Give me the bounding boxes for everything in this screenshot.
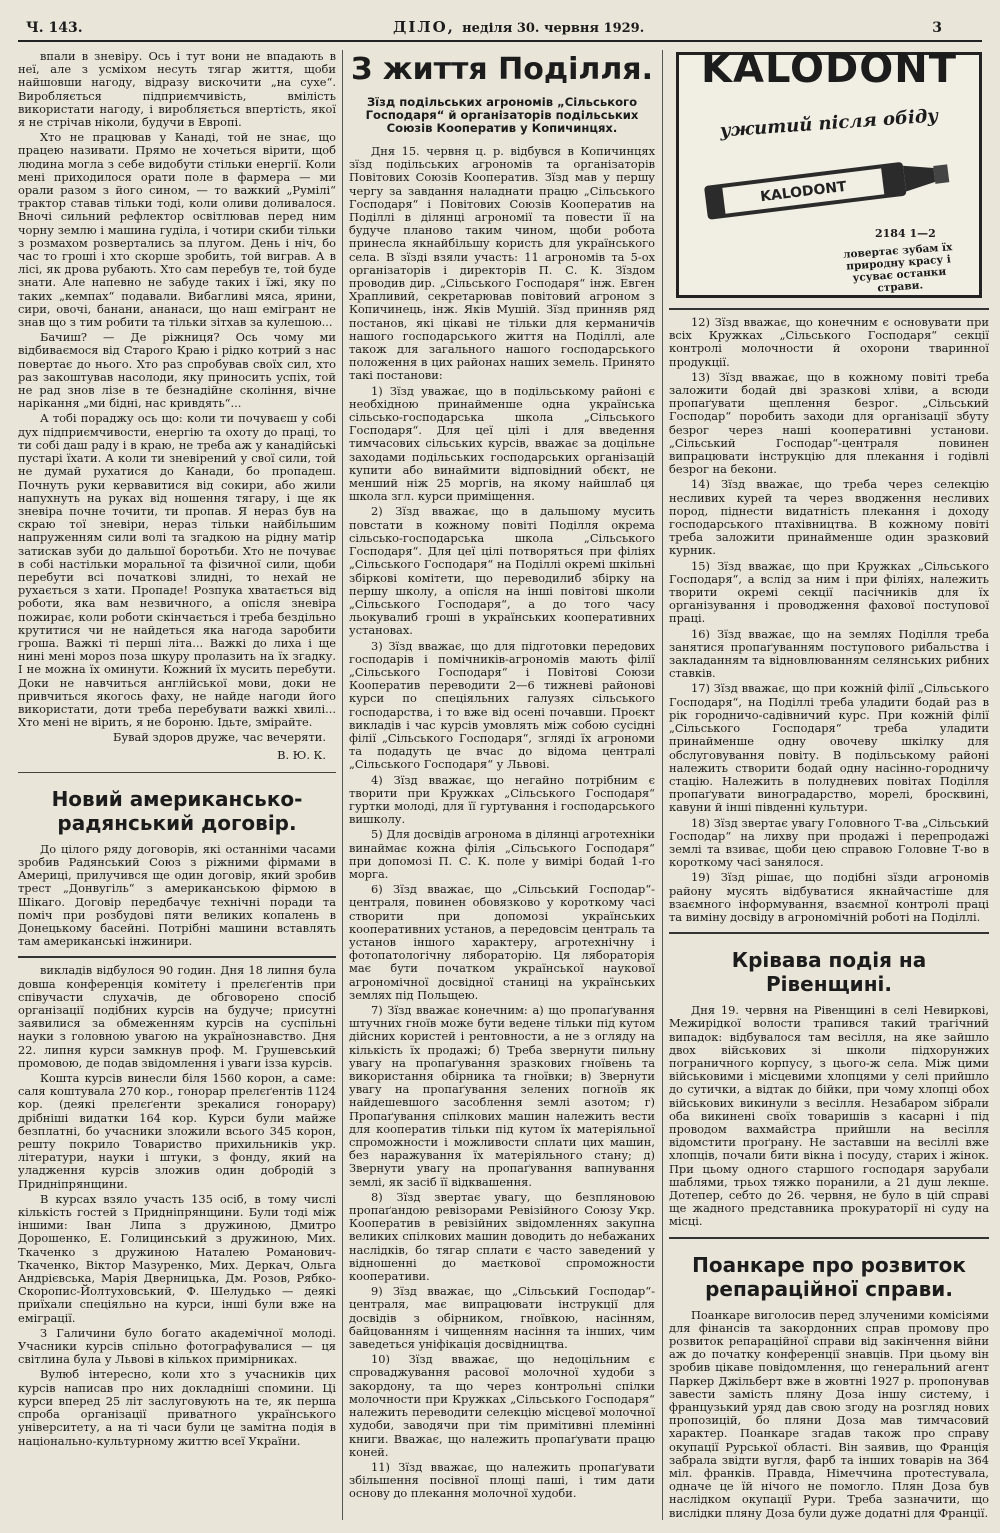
article-title-treaty: Новий американсько-радянський договір. [51,786,303,835]
paragraph: 18) Зїзд звертає увагу Головного Т-ва „Сільський Господар“ на лихву при продажі і перепродажі землі та взиває, щоби цею справою Головне Т-во в короткому часі занялося. [669,815,989,870]
paragraph: 16) Зїзд вважає, що на землях Поділля треба занятися пропаґуванням поступового рибальства і закладанням та відновлюванням селянських рибних ставків. [669,626,989,681]
divider [669,932,989,934]
toothpaste-tube-icon [700,142,955,232]
paragraph: 3) Зїзд вважає, що для підготовки передових господарів і помічників-агрономів мають філії „Сільського Господаря“ і Повітові Союзи Кооператив переводити 2—6 тижневі районові курси по спеціяльних галузях сільського господарства, і то вже від осені почавши. Проєкт викладів і час курсів умовлять між собою сусідні філії „Сільського Господаря“, згляді їх агрономи та подадуть це вчас до відома централі „Сільського Господаря“ у Львові. [349,638,655,772]
paragraph: Кошта курсів винесли біля 1560 корон, а саме: саля коштувала 270 кор., гонорар прелєґентів 1124 кор. (деякі прелєґенти зрекалися гонорару) дрібніші видатки 164 кор. Курси були майже безплатні, бо учасники зложили всього 345 корон, решту покрило Товариство прихильників укр. літератури, науки і штуки, з фонду, який на уладження курсів зложив один добродій з Придніпрянщини. [18,1071,336,1191]
newspaper-title [393,18,644,36]
divider [18,956,336,958]
ad-brand: KALODONT [701,46,957,92]
article-body-courses [18,964,336,1447]
paragraph: З Галичини було богато академічної молоді. Учасники курсів спільно фотографувалися — ця світлина була у Львові в кількох примірниках. [18,1325,336,1367]
paragraph: Бачиш? — Де ріжниця? Ось чому ми відбиваємося від Старого Краю і рідко котрий з нас повертає до нього. Хто раз спробував своїх сил, хто раз закоштував насолоди, яку приносить успіх, той не рад знов лізе в те безнадійне скоління, вічне нарікання „ми бідні, нас кривдять“... [18,330,336,411]
letter-closing: Бувай здоров друже, час вечеряти. [113,730,326,745]
paragraph: 12) Зїзд вважає, що конечним є основувати при всіх Кружках „Сільського Господаря“ секції контролі молочности й охорони тваринної продукції. [669,315,989,369]
paragraph: 19) Зїзд рішає, що подібні зїзди агрономів району мусять відбуватися якнайчастіше для взаємного інформування, взаємної контролі праці та виміну досвіду в агрономічній роботі на Поділлі. [669,870,989,924]
paragraph: Дня 19. червня на Рівенщині в селі Невиркові, Межирідкої волости трапився такий трагічний випадок: відбувалося там весілля, на яке зайшло двох військових зі школи підхорунжих пограничного корпусу, з цього-ж села. Між цими військовими і місцевими хлопцями у селі прийшло до сутички, а відтак до бійки, при чому хлопці обох військових викинули з весілля. Незабаром зібрали оба викинені своїх товаришів з касарні і під проводом вахмайстра прийшли на весілля відомстити проґрану. Не заставши на весіллі вже хлопців, почали бити вікна і посуду, старих і жінок. При цьому одного старшого господаря зарубали шаблями, трьох тяжко поранили, а 21 душ лекше. Дотепер, себто до 26. червня, не було в цій справі ще жадного представника прокураторії ні суду на місці. [669,1003,989,1229]
title-text: ДІЛО, [393,18,455,36]
article-subtitle-podillia: Зїзд подільських агрономів „Сільського Господаря“ й організаторів подільських Союзів Кооператив у Копичинцях. [365,95,639,135]
paragraph: 13) Зїзд вважає, що в кожному повіті треба заложити бодай дві зразкові хліви, а всюди пропаґувати щеплення безрог. „Сільський Господар“ поробить заходи для організації збуту безрог через наші кооперативні установи. „Сільський Господар“-централя повинен випрацювати інструкцію для плекання і годівлі безрог на бекони. [669,369,989,477]
letter-body [18,50,336,729]
ad-slogan: ужитий після обіду [719,105,939,142]
article-body-rivne [669,1004,989,1228]
divider [669,308,989,310]
article-body-podillia-cont [669,316,989,924]
paragraph: 6) Зїзд вважає, що „Сільський Господар“-централя, повинен обовязково у короткому часі створити при допомозі українських кооперативних установ, а передовсім централь та установ іншого характеру, агротехнічну і фотопатологічну лябораторію. Ця лябораторія має бути початком української наукової агрономічної досвідної станиці на українських землях під Польщею. [349,882,655,1002]
column-left [18,50,336,1520]
page-number: 3 [932,20,942,36]
paragraph: викладів відбулося 90 годин. Дня 18 липня була довша конференція комітету і прелєґентів при співучасти слухачів, де обговорено спосіб організації подібних курсів на будуче; присутні заявилися за обмеженням курсів на суспільні науки з головною увагою на українознавство. Дня 22. липня курси замкнув проф. М. Грушевський промовою, де подав звідомлення і уваги ізза курсів. [18,963,336,1070]
kalodont-advertisement [676,46,982,298]
letter-signature: В. Ю. К. [277,747,326,762]
ad-code: 2184 1—2 [875,227,936,240]
divider [18,772,336,773]
paragraph: 11) Зїзд вважає, що належить пропаґувати збільшення посівної площі паші, і тим дати основу до плекання молочної худоби. [349,1459,655,1501]
paragraph: Дня 15. червня ц. р. відбувся в Копичинцях зїзд подільських агрономів та організаторів Повітових Союзів Кооператив. Зїзд мав у першу чергу за завдання наладнати працю „Сільського Господаря“ і Повітових Союзів Кооператив на Поділлі в ділянці агрономії та повести її на будуче планово таким чином, щоби робота принесла якнайбільшу користь для українського села. В зїзді взяли участь: 11 агрономів та 5-ох організаторів і директорів П. С. К. Зїздом проводив дир. „Сільського Господаря“ інж. Евген Храпливий, секретарював повітовий агроном з Копичинець, інж. Яків Мушій. Зїзд принняв ряд постанов, які цікаві не тільки для керманичів нашого господарського життя на Поділлі, але також для загального нашого господарського положення в цих районах наших земель. Принято такі постанови: [349,144,655,383]
paragraph: А тобі пораджу ось що: коли ти почуваєш у собі дух підприємчивости, енергію та охоту до праці, то ти собі даш раду і в краю, не треба аж у канадійські пустарі їхати. А коли ти зневірений у свої сили, той не думай рухатися до Канади, бо пропадеш. Почнуть руки кервавитися від сокири, або жили напухнуть на руках від ношення тягару, і ще як зневіра почне точити, ти пропав. Я нераз був на скраю тої зневіри, нераз тільки найбільшим напруженням сили волі та згадкою на рідну матір затискав зуби до дальшої боротьби. Хто не почуває в собі настільки моральної та фізичної сили, щоби перебути всі початкові злидні, то нехай не рухається з хати. Пропаде! Розпука хватається від роботи, яка вам незвичного, а опісля зневіра пожирає, коли роботи скінчається і треба бездільно крутитися чи не найдеться яка нагода заробити гроша. Важкі ті перші літа... Важкі до лиха і ще нині мені мороз поза шкуру пролазить на їх згадку. І не можна їх оминути. Кожний їх мусить перебути. Доки не навчиться англійської мови, доки не привчиться якогось фаху, не найде нагоди його використати, доти треба перебувати важкі хвилі... Хто мені не вірить, я не бороню. Ідьте, змірайте. [18,411,336,730]
paragraph: 7) Зїзд вважає конечним: а) що пропаґування штучних гноїв може бути ведене тільки під кутом дійсних користей і рентовности, а не з огляду на кількість їх продажі; б) Треба звернути пильну увагу на пропаґування зразкових гноївень та використання обірника та гноївки; в) Звернути увагу на пропаґування зелених погноїв як найдешевшого засоблення землі азотом; г) Пропаґування спілкових машин належить вести для кооператив тільки під кутом їх матеріяльної спроможности і можливости сплати цих машин, без наражування їх матеріяльного стану; д) Звернути увагу на пропаґування вапнування землі, як засіб її відквашення. [349,1003,655,1189]
divider [669,1237,989,1239]
paragraph: 14) Зїзд вважає, що треба через селекцію несливих курей та через вводження несливих пород, піднести видатність плекання і доходу господарського птахівництва. В кожному повіті треба заложити принайменше один зразковий курник. [669,477,989,558]
article-body-treaty [18,843,336,949]
paragraph: 4) Зїзд вважає, що негайно потрібним є творити при Кружках „Сільського Господаря“ гуртки молоді, для її гуртування і господарського вишколу. [349,772,655,827]
paragraph: 9) Зїзд вважає, що „Сільський Господар“-централя, має випрацювати інструкції для досвідів з обірником, гноївкою, насінням, байцованням і чищенням насіння та інших, чим заведеться уніфікація досвідництва. [349,1284,655,1352]
article-title-rivne: Крівава подія на Рівенщині. [731,948,927,997]
article-title-podillia: З життя Поділля. [351,52,653,87]
article-title-poincare: Поанкаре про розвиток репараційної справи. [692,1252,966,1301]
ad-tagline: ловертає зубам їх природну красу і усуває останки страви. [842,241,953,295]
paragraph: 8) Зїзд звертає увагу, що безпляновою пропаґандою ревізорами Ревізійного Союзу Укр. Кооператив в ревізійних звідомленнях закупна великих спілкових машин доводить до небажаних наслідків, бо тягар сплати є часто заведений у відношенні до маєткової спроможности кооперативи. [349,1189,655,1284]
paragraph: 17) Зїзд вважає, що при кожній філії „Сільського Господаря“, на Поділлі треба уладити бодай раз в рік городничо-садівничий курс. При кожній філії „Сільського Господаря“ треба уладити принайменше одну овочеву шкілку для обслуговування повіту. В подільському районі належить створити бодай одну насінно-городничу стацію. Належить в полудневих повітах Поділля пропаґувати виноградарство, морелі, бросквині, кавуни й інші південні культури. [669,681,989,815]
paragraph: 2) Зїзд вважає, що в дальшому мусить повстати в кожному повіті Поділля окрема сільсько-господарська школа „Сільського Господаря“. Для цеї цілі потворяться при філіях „Сільського Господаря“ на Поділлі окремі шкільні збіркові комітети, що переводилиб збірку на першу школу, а опісля на інші повітові школи „Сільського Господаря“, а до того часу льокувалиб гроші в українських кооперативних установах. [349,504,655,638]
paragraph: 5) Для досвідів агронома в ділянці агротехніки винаймає кожна філія „Сільського Господаря“ при допомозі П. С. К. поле у вимірі бодай 1-го морга. [349,827,655,881]
paragraph: 15) Зїзд вважає, що при Кружках „Сільського Господаря“, а вслід за ним і при філіях, належить творити окремі секції пасічників для їх організування і проводження фахової поступової праці. [669,558,989,626]
column-right [662,46,989,1520]
paragraph: 1) Зїзд уважає, що в подільському районі є необхідною принайменше одна українська сільсько-господарська школа „Сільського Господаря“. Для цеї цілі і для введення тимчасових сільських курсів, вважає за доцільне заходами подільських господарських організацій купити або винаймити відповідний обєкт, не менший ніж 25 моргів, на якому найшлаб ця школа згл. курси приміщення. [349,383,655,504]
paragraph: Хто не працював у Канаді, той не знає, що працею називати. Прямо не хочеться вірити, щоб людина могла з себе видобути стільки енергії. Коли мені приходилося орати поле в фармера — ми орали разом з його сином, — то важкий „Румілі“ трактор ставав тільки тоді, коли оливи доливалося. Вночі сильний рефлектор освітлював перед ним чорну землю і машина гуділа, і чотири скиби тільки з розмахом розвертались за плугом. День і ніч, бо час то гроші і хто скорше зробить, той виграв. А в лісі, як дрова рубають. Хто сам перебув те, той буде знати. Але напевно не забуде таких і їжі, яку по таких „кемпах“ подавали. Вибагливі мяса, ярини, сири, овочі, банани, ананаси, що наш емігрант не знав що з тим робити та тільки зітхав за кулешою... [18,130,336,330]
column-middle [342,50,655,1520]
article-body-podillia [349,145,655,1501]
paragraph: 10) Зїзд вважає, що недоцільним є спроваджування расової молочної худоби з закордону, та що через контрольні спілки молочности при Кружках „Сільського Господаря“ належить переводити селекцію місцевої молочної худоби, заводячи при тім примітивні племінні книги. Вважає, що належить пропаґувати працю коней. [349,1352,655,1459]
paragraph: Поанкаре виголосив перед злученими комісіями для фінансів та закордонних справ промову про розвиток репараційної справи від закінчення війни аж до початку конференції знавців. При цьому він зробив цікаве повідомлення, що генеральний агент Паркер Джільберт вже в жовтні 1927 р. пропонував завести замість пляну Доза іншу систему, і французький уряд дав свою згоду на розгляд нових пропозицій, бо пляни Доза мав тимчасовий характер. Поанкаре згадав також про справу окупації Рурської області. Він заявив, що Франція забрала звідти вугля, фарб та інших товарів на 364 міл. франків. Правда, Німеччина протестувала, одначе це їй нічого не помогло. Плян Доза був наслідком окупації Рури. Треба зазначити, що вислідки пляну Доза були дуже додатні для Франції. [669,1307,989,1520]
masthead [18,14,982,42]
paragraph: В курсах взяло участь 135 осіб, в тому числі кількість гостей з Придніпрянщини. Були тоді між іншими: Іван Липа з дружиною, Дмитро Дорошенко, Е. Голицинський з дружиною, Мих. Ткаченко з дружиною Наталею Романович-Ткаченко, Віктор Мазуренко, Мих. Деркач, Ольга Андрієвська, Марія Дверницька, Дм. Розов, Рябко-Скоропис-Йолтуховський, Ф. Шелудько — деякі приїхали спеціяльно на курси, інші були вже на еміграції. [18,1191,336,1325]
issue-number: Ч. 143. [26,20,83,36]
issue-date: неділя 30. червня 1929. [462,21,645,36]
ad-tube-label: KALODONT [759,178,848,206]
paragraph: Вулюб інтересно, коли хто з учасників цих курсів написав про них докладніші спомини. Ці курси вперед 25 літ заслуговують на те, як перша спроба організації приватного українського університету, а на ті часи були це замітна подія в національно-культурному життю всеї України. [18,1367,336,1448]
paragraph: До цілого ряду договорів, які останніми часами зробив Радянський Союз з ріжними фірмами в Америці, прилучився ще один договір, який зробив трест „Донвугіль“ з американською фірмою в Шікаго. Договір передбачує технічні поради та поміч при розбудові пяти великих копалень в Донецькому басейні. Потрібні машини вставлять там американські інжинири. [18,841,336,949]
article-body-poincare [669,1309,989,1520]
paragraph: впали в зневіру. Ось і тут вони не впадають в неї, але з усміхом несуть тягар життя, щоби найшовши нагоду, відразу вискочити „на сухе“. Виробляється підприємчивість, вмілість використати нагоду, і виробляється впертість, якої я не стрічав ніколи, будучи в Европі. [18,49,336,130]
